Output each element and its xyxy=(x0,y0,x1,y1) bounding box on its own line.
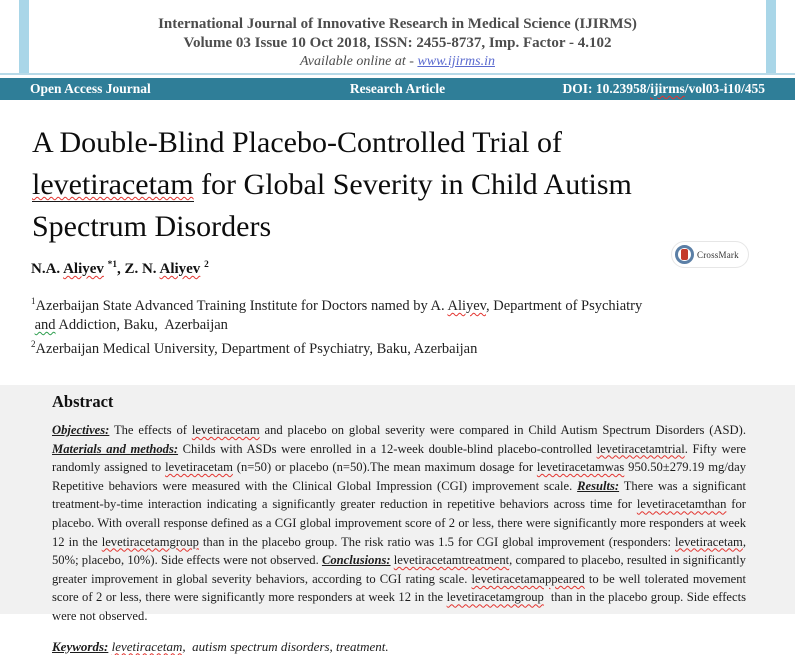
journal-availability xyxy=(0,53,795,71)
doi-label: DOI: 10.23958/ijirms/vol03-i10/455 xyxy=(562,81,765,96)
journal-website-link[interactable]: www.ijirms.in xyxy=(417,54,495,69)
abstract-body: Objectives: The effects of levetiracetam and placebo on global severity were compared in Child Autism Spectrum Disorders (ASD). Materials and methods: Childs with ASDs were enrolled in a 12-week double-blind placebo-controlled levetiracetamtrial. Fifty were randomly assigned to levetiracetam (n=50) or placebo (n=50).The mean maximum dosage for levetiracetamwas 950.50±279.19 mg/day Repetitive behaviors were measured with the Clinical Global Impression (CGI) improvement scale. Results: There was a significant treatment-by-time interaction indicating a significantly greater reduction in repetitive behaviors across time for levetiracetamthan for placebo. With overall response defined as a CGI global improvement score of 2 or less, there were significantly more responders at week 12 in the levetiracetamgroup than in the placebo group. The risk ratio was 1.5 for CGI global improvement (responders: levetiracetam, 50%; placebo, 10%). Side effects were not observed. Conclusions: levetiracetamtreatment, compared to placebo, resulted in significantly greater improvement in global severity behaviors, according to CGI rating scale. levetiracetamappeared to be well tolerated movement score of 2 or less, there were significantly more responders at week 12 in the levetiracetamgroup than in the placebo group. Side effects were not observed. xyxy=(52,423,750,623)
journal-name: International Journal of Innovative Research in Medical Science (IJIRMS) xyxy=(158,16,637,32)
authors-line: N.A. Aliyev $^{*1}$, Z. N. Aliyev $^2$ xyxy=(31,260,209,277)
affiliation-1-line-1: $^1$Azerbaijan State Advanced Training Institute for Doctors named by A. Aliyev, Department of Psychiatry xyxy=(31,296,643,314)
crossmark-label: CrossMark xyxy=(697,249,739,260)
right-accent-strip xyxy=(766,0,776,74)
article-type-banner xyxy=(0,78,795,100)
keywords-line: Keywords: levetiracetam, autism spectrum disorders, treatment. xyxy=(52,638,389,654)
abstract-section xyxy=(0,385,795,654)
research-article-label: Research Article xyxy=(349,81,446,96)
article-title: A Double-Blind Placebo-Controlled Trial of levetiracetam for Global Severity in Child Autism Spectrum Disorders xyxy=(32,126,632,243)
journal-header xyxy=(0,0,795,74)
affiliations-block xyxy=(31,292,642,359)
crossmark-badge[interactable] xyxy=(671,241,749,268)
open-access-label: Open Access Journal xyxy=(30,81,151,96)
crossmark-bookmark-shape xyxy=(681,249,688,260)
affiliation-1-line-2: and Addiction, Baku, Azerbaijan xyxy=(34,316,228,333)
availability-prefix: Available online at - xyxy=(300,54,418,69)
affiliation-2: $^2$Azerbaijan Medical University, Department of Psychiatry, Baku, Azerbaijan xyxy=(31,338,478,357)
abstract-heading: Abstract xyxy=(52,392,114,411)
journal-issue-line: Volume 03 Issue 10 Oct 2018, ISSN: 2455-8737, Imp. Factor - 4.102 xyxy=(183,35,612,51)
left-accent-strip xyxy=(19,0,29,74)
header-divider-line xyxy=(0,73,795,75)
crossmark-icon xyxy=(675,245,694,264)
